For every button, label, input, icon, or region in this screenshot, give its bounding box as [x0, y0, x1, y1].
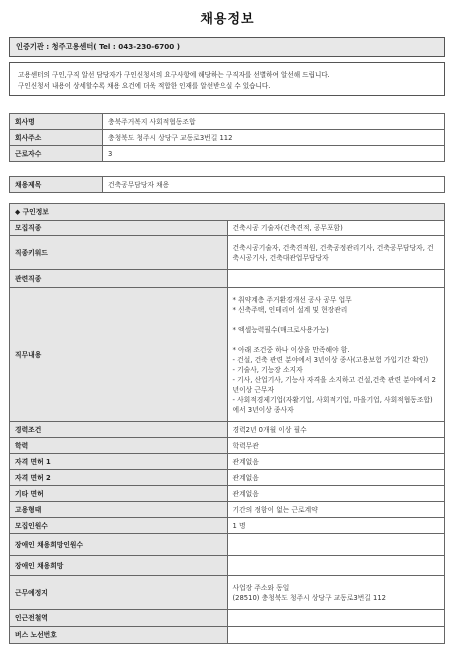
field-value: 학력무관	[227, 438, 445, 454]
table-row	[10, 114, 445, 130]
field-value: 사업장 주소와 동일 (28510) 충청북도 청주시 상당구 교동로3번길 112	[227, 576, 445, 610]
table-row	[10, 236, 445, 270]
field-label: 모집직종	[10, 221, 228, 236]
field-label: 자격 면허 1	[10, 454, 228, 470]
table-row	[10, 177, 445, 193]
field-label: 직무내용	[10, 288, 228, 422]
field-value: 기간의 정함이 없는 근로계약	[227, 502, 445, 518]
table-row	[10, 576, 445, 610]
table-row	[10, 502, 445, 518]
table-row	[10, 470, 445, 486]
field-value: 관계없음	[227, 470, 445, 486]
table-row	[10, 270, 445, 288]
field-value: 경력2년 0개월 이상 필수	[227, 422, 445, 438]
table-row	[10, 438, 445, 454]
field-label: 인근전철역	[10, 610, 228, 627]
table-row	[10, 146, 445, 162]
field-value	[227, 270, 445, 288]
agency-info: 인증기관 : 청주고용센터( Tel : 043-230-6700 )	[9, 37, 445, 57]
field-value	[227, 627, 445, 644]
table-row	[10, 610, 445, 627]
field-label: 장애인 채용희망	[10, 556, 228, 576]
field-label: 버스 노선번호	[10, 627, 228, 644]
field-label: 모집인원수	[10, 518, 228, 534]
notice-text: 고용센터의 구인,구직 알선 담당자가 구인신청서의 요구사항에 해당하는 구직자를 선별하여 알선해 드립니다. 구인신청서 내용이 상세할수록 채용 요건에 더욱 적합한 인재를 알선받으실 수 있습니다.	[9, 62, 445, 96]
field-value: 관계없음	[227, 486, 445, 502]
table-row	[10, 534, 445, 556]
field-label: 자격 면허 2	[10, 470, 228, 486]
field-label: 직종키워드	[10, 236, 228, 270]
table-row	[10, 454, 445, 470]
field-value: 건축시공 기술자(건축견적, 공무포함)	[227, 221, 445, 236]
table-row	[10, 556, 445, 576]
field-value: 1 명	[227, 518, 445, 534]
table-row	[10, 288, 445, 422]
field-value	[227, 534, 445, 556]
table-row	[10, 518, 445, 534]
field-value: 건축시공기술자, 건축견적원, 건축공정관리기사, 건축공무담당자, 건축시공기사, 건축대관업무담당자	[227, 236, 445, 270]
recruit-table	[9, 203, 445, 644]
company-address-value: 충청북도 청주시 상당구 교동로3번길 112	[103, 130, 445, 146]
field-label: 근무예정지	[10, 576, 228, 610]
table-row	[10, 486, 445, 502]
field-label: 고용형태	[10, 502, 228, 518]
field-value	[227, 610, 445, 627]
section-header-row	[10, 204, 445, 221]
table-row	[10, 627, 445, 644]
field-label: 기타 면허	[10, 486, 228, 502]
company-address-label: 회사주소	[10, 130, 103, 146]
page-title: 채용정보	[200, 12, 255, 27]
company-table	[9, 113, 445, 162]
field-label: 관련직종	[10, 270, 228, 288]
company-name-value: 충북주거복지 사회적협동조합	[103, 114, 445, 130]
recruit-section-header: ◆ 구인정보	[10, 204, 445, 221]
field-value	[227, 556, 445, 576]
job-title-table	[9, 176, 445, 193]
company-name-label: 회사명	[10, 114, 103, 130]
job-title-label: 채용제목	[10, 177, 103, 193]
field-label: 경력조건	[10, 422, 228, 438]
job-title-value: 건축공무담당자 채용	[103, 177, 445, 193]
table-row	[10, 221, 445, 236]
field-value: 관계없음	[227, 454, 445, 470]
table-row	[10, 130, 445, 146]
workers-value: 3	[103, 146, 445, 162]
table-row	[10, 422, 445, 438]
workers-label: 근로자수	[10, 146, 103, 162]
field-value: * 취약계층 주거환경개선 공사 공무 업무 * 신축주택, 인테리어 설계 및 현장관리 * 엑셀능력필수(매크로사용가능) * 아래 조건중 하나 이상을 만족해야 함. - 건설, 건축 관련 분야에서 3년이상 종사(고용보험 가입기간 확인) - 기술사, 기능장 소지자 - 기사, 산업기사, 기능사 자격을 소지하고 건설,건축 관련 분야에서 2년이상 근무자 - 사회적경제기업(자활기업, 사회적기업, 마을기업, 사회적협동조합)에서 3년이상 종사자	[227, 288, 445, 422]
field-label: 장애인 채용희망인원수	[10, 534, 228, 556]
field-label: 학력	[10, 438, 228, 454]
